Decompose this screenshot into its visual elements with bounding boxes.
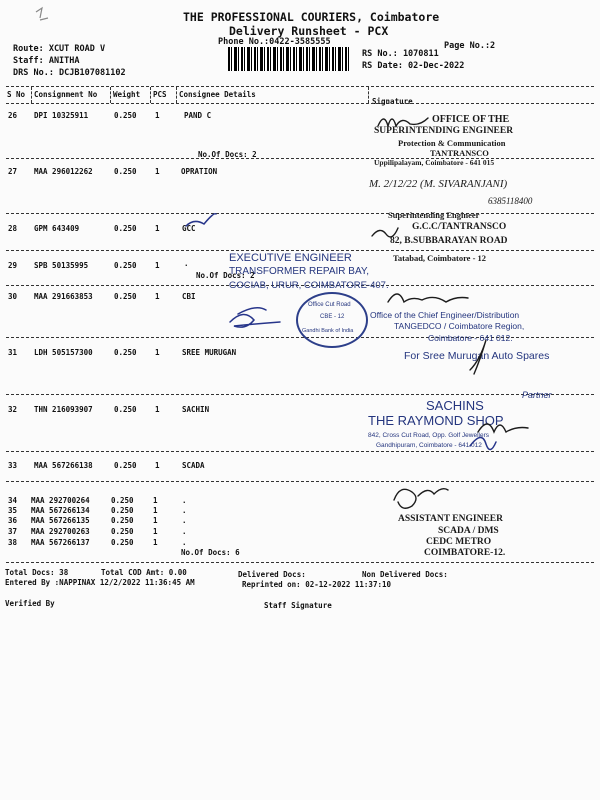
stamp-se-line5: Uppilipalayam, Coimbatore - 641 015 [374,158,495,167]
stamp-ae-line4: COIMBATORE-12. [424,548,506,558]
staff-signature: Staff Signature [264,601,332,610]
row-weight: 0.250 [114,292,137,301]
row-pcs: 1 [155,292,160,301]
stamp-gcc-line4: Tatabad, Coimbatore - 12 [393,253,487,263]
page-number: Page No.:2 [444,41,496,51]
row-consignment: SPB 50135995 [34,261,89,270]
col-pcs: PCS [153,90,167,99]
row-pcs: 1 [155,111,160,120]
stamp-sachins-line1: SACHINS [426,398,484,413]
row-docs: No.Of Docs: 6 [181,548,240,557]
row-sno: 32 [8,405,18,414]
stamp-se-line1: OFFICE OF THE [432,114,510,125]
row-weight: 0.250 [114,111,137,120]
row-weight: 0.250 [114,348,137,357]
row-pcs: 1 [155,461,160,470]
row-docs: No.Of Docs: 2 [198,150,257,159]
row-pcs: 1 [153,496,158,505]
row-weight: 0.250 [111,527,134,536]
stamp-gcc-line1: Superintending Engineer [388,210,480,220]
stamp-ee-line1: EXECUTIVE ENGINEER [229,252,352,264]
stamp-ae-line1: ASSISTANT ENGINEER [398,514,503,524]
row-sno: 30 [8,292,18,301]
document-title: THE PROFESSIONAL COURIERS, Coimbatore [183,10,440,24]
seal-line3: Gandhi Bank of India [302,328,354,334]
delivered-docs: Delivered Docs: [238,570,306,579]
row-weight: 0.250 [114,261,137,270]
row-pcs: 1 [153,538,158,547]
row-pcs: 1 [153,516,158,525]
row-sno: 31 [8,348,18,357]
entered-by: Entered By :NAPPINAX 12/2/2022 11:36:45 AM [5,578,195,587]
rs-date: RS Date: 02-Dec-2022 [362,61,465,71]
col-details: Consignee Details [179,90,256,99]
scan-mark [36,8,48,20]
stamp-ce-line3: Coimbatore - 641 012. [428,333,513,343]
signature-row32 [478,424,528,432]
stamp-sachins-line4: Gandhipuram, Coimbatore - 641 012 [376,442,482,449]
stamp-ae-line3: CEDC METRO [426,537,492,547]
row-sno: 36 [8,516,18,525]
signature-row28-gcc [186,214,216,226]
row-consignment: GPM 643409 [34,224,80,233]
row-consignee: CBI [182,292,196,301]
drs-number: DRS No.: DCJB107081102 [13,68,126,78]
route: Route: XCUT ROAD V [13,44,106,54]
row-consignee: . [182,496,187,505]
row-sno: 29 [8,261,18,270]
row-consignee: SCADA [182,461,205,470]
row-sno: 38 [8,538,18,547]
stamp-sachins-line3: 842, Cross Cut Road, Opp. Golf Jewellers [368,432,490,439]
total-cod: Total COD Amt: 0.00 [101,568,187,577]
staff: Staff: ANITHA [13,56,80,66]
stamp-ee-line3: GOCIAB, URUR, COIMBATORE-407. [229,280,389,291]
row-consignment: MAA 296012262 [34,167,93,176]
row-consignment: LDH 505157300 [34,348,93,357]
handwritten-date-name: M. 2/12/22 (M. SIVARANJANI) [369,178,508,190]
row-weight: 0.250 [114,224,137,233]
stamp-sachins-line2: THE RAYMOND SHOP [368,413,504,428]
signature-row33-blue [470,437,496,449]
row-consignee: . [182,516,187,525]
row-weight: 0.250 [111,516,134,525]
non-delivered-docs: Non Delivered Docs: [362,570,448,579]
row-consignment: MAA 567266138 [34,461,93,470]
row-docs: No.Of Docs: 2 [196,271,255,280]
row-sno: 34 [8,496,18,505]
row-pcs: 1 [155,167,160,176]
stamp-se-line2: SUPERINTENDING ENGINEER [374,126,514,136]
row-consignment: MAA 291663853 [34,292,93,301]
col-consignment: Consignment No [34,90,98,99]
col-sno: S No [7,90,26,99]
row-consignee: . [182,527,187,536]
stamp-se-line3: Protection & Communication [398,138,506,148]
stamp-ce-line2: TANGEDCO / Coimbatore Region, [394,321,525,331]
row-sno: 35 [8,506,18,515]
row-consignment: MAA 567266134 [31,506,90,515]
row-consignee: . [182,538,187,547]
seal-line1: Office Cut Road [308,302,351,308]
row-sno: 37 [8,527,18,536]
stamp-ce-line1: Office of the Chief Engineer/Distribution [370,310,520,320]
row-consignee: SREE MURUGAN [182,348,237,357]
row-pcs: 1 [155,224,160,233]
handwritten-phone: 6385118400 [488,196,533,206]
stamp-se-line4: TANTRANSCO [430,148,489,158]
row-consignee: . [184,259,189,268]
row-sno: 33 [8,461,18,470]
row-weight: 0.250 [111,506,134,515]
signature-row26 [378,118,428,126]
row-consignment: THN 216093907 [34,405,93,414]
document-subtitle: Delivery Runsheet - PCX [229,24,389,38]
row-consignment: MAA 567266135 [31,516,90,525]
stamp-gcc-line3: 82, B.SUBBARAYAN ROAD [390,236,508,246]
row-consignee: SACHIN [182,405,210,414]
verified-by: Verified By [5,599,55,608]
row-sno: 26 [8,111,18,120]
stamp-gcc-line2: G.C.C/TANTRANSCO [412,222,507,232]
row-weight: 0.250 [114,405,137,414]
row-pcs: 1 [155,348,160,357]
row-weight: 0.250 [114,461,137,470]
row-weight: 0.250 [111,496,134,505]
signature-row31 [470,340,486,374]
row-consignment: DPI 10325911 [34,111,89,120]
total-docs: Total Docs: 38 [5,568,69,577]
row-pcs: 1 [153,506,158,515]
row-pcs: 1 [153,527,158,536]
row-pcs: 1 [155,261,160,270]
stamp-partner: Partner [522,390,552,400]
row-pcs: 1 [155,405,160,414]
row-weight: 0.250 [114,167,137,176]
signature-row28 [372,228,398,237]
seal-line2: CBE - 12 [320,314,345,320]
reprinted-on: Reprinted on: 02-12-2022 11:37:10 [242,580,392,589]
row-sno: 28 [8,224,18,233]
phone-number: Phone No.:0422-3585555 [218,37,331,47]
row-consignee: . [182,506,187,515]
signature-row34 [394,489,448,509]
col-weight: Weight [113,90,141,99]
row-consignee: OPRATION [181,167,218,176]
row-consignee: GCC [182,224,196,233]
row-weight: 0.250 [111,538,134,547]
row-consignee: PAND C [184,111,212,120]
col-signature: Signature [372,97,413,106]
row-consignment: MAA 292700264 [31,496,90,505]
signature-row30 [388,294,468,302]
row-sno: 27 [8,167,18,176]
row-consignment: MAA 567266137 [31,538,90,547]
row-consignment: MAA 292700263 [31,527,90,536]
signature-row30-blue [230,308,280,327]
rs-number: RS No.: 1070811 [362,49,439,59]
stamp-ee-line2: TRANSFORMER REPAIR BAY, [229,266,370,277]
stamp-ae-line2: SCADA / DMS [438,526,499,536]
stamp-murugan: For Sree Murugan Auto Spares [404,350,550,362]
